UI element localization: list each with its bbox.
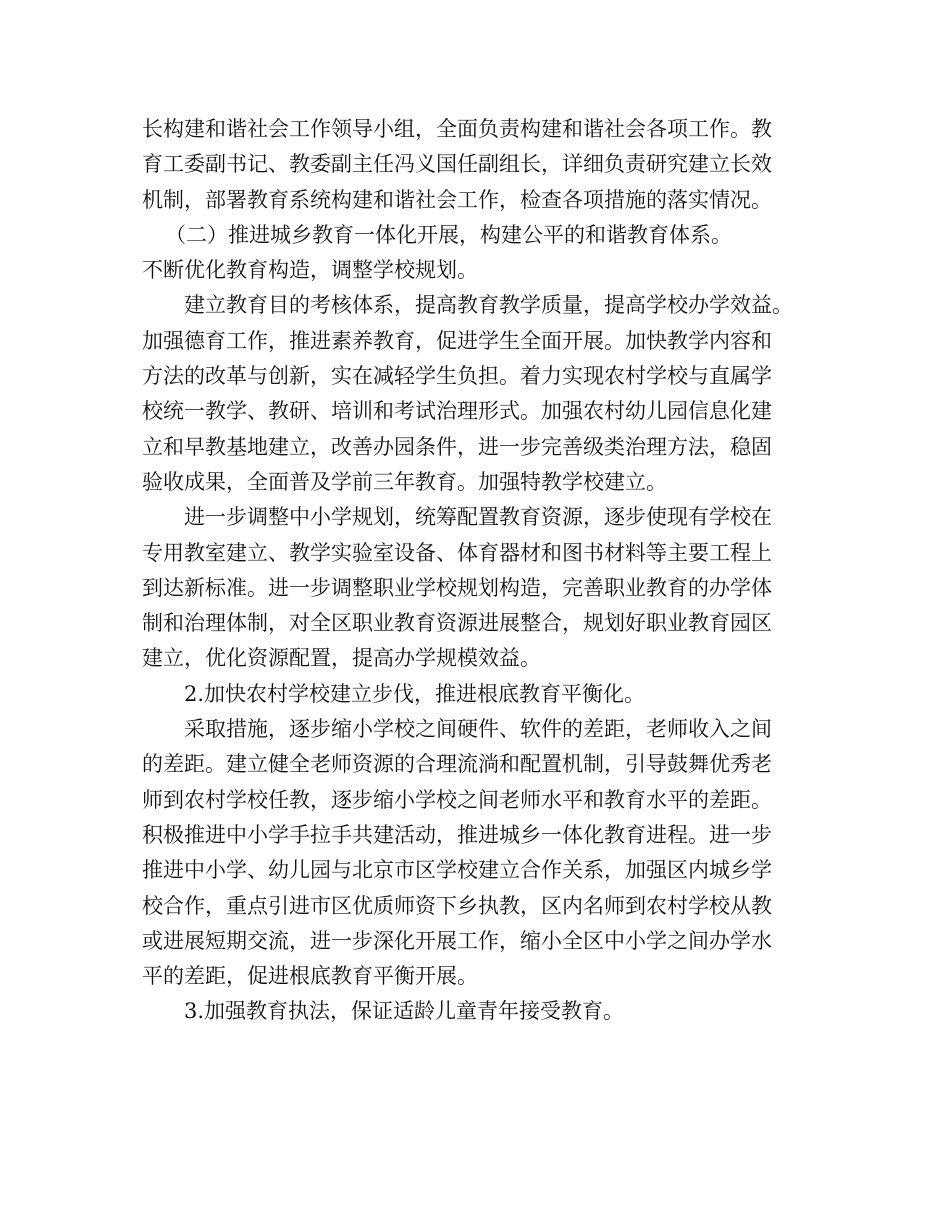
document-body xyxy=(142,112,832,1030)
text-line: 积极推进中小学手拉手共建活动，推进城乡一体化教育进程。进一步 xyxy=(142,822,772,847)
text-line: 校合作，重点引进市区优质师资下乡执教，区内名师到农村学校从教 xyxy=(142,893,772,918)
text-line: 方法的改革与创新，实在减轻学生负担。着力实现农村学校与直属学 xyxy=(142,364,772,389)
text-line: 加强德育工作，推进素养教育，促进学生全面开展。加快教学内容和 xyxy=(142,328,772,353)
text-line: 校统一教学、教研、培训和考试治理形式。加强农村幼儿园信息化建 xyxy=(142,399,772,424)
text-line: 建立，优化资源配置，提高办学规模效益。 xyxy=(142,646,541,671)
text-line: 的差距。建立健全老师资源的合理流淌和配置机制，引导鼓舞优秀老 xyxy=(142,752,772,777)
text-line: 育工委副书记、教委副主任冯义国任副组长，详细负责研究建立长效 xyxy=(142,152,772,177)
text-line: 立和早教基地建立，改善办园条件，进一步完善级类治理方法，稳固 xyxy=(142,434,772,459)
text-line: 验收成果，全面普及学前三年教育。加强特教学校建立。 xyxy=(142,469,667,494)
text-line: （二）推进城乡教育一体化开展，构建公平的和谐教育体系。 xyxy=(165,222,732,247)
text-line: 采取措施，逐步缩小学校之间硬件、软件的差距，老师收入之间 xyxy=(184,717,772,742)
text-line: 不断优化教育构造，调整学校规划。 xyxy=(142,258,478,283)
text-line: 推进中小学、幼儿园与北京市区学校建立合作关系，加强区内城乡学 xyxy=(142,858,772,883)
text-line: 进一步调整中小学规划，统筹配置教育资源，逐步使现有学校在 xyxy=(184,505,772,530)
text-line: 2.加快农村学校建立步伐，推进根底教育平衡化。 xyxy=(184,681,646,706)
text-line: 机制，部署教育系统构建和谐社会工作，检查各项措施的落实情况。 xyxy=(142,187,772,212)
text-line: 到达新标准。进一步调整职业学校规划构造，完善职业教育的办学体 xyxy=(142,575,772,600)
text-line: 师到农村学校任教，逐步缩小学校之间老师水平和教育水平的差距。 xyxy=(142,787,772,812)
text-line: 长构建和谐社会工作领导小组，全面负责构建和谐社会各项工作。教 xyxy=(142,117,772,141)
text-line: 制和治理体制，对全区职业教育资源进展整合，规划好职业教育园区 xyxy=(142,611,772,636)
text-line: 专用教室建立、教学实验室设备、体育器材和图书材料等主要工程上 xyxy=(142,540,772,565)
text-line: 或进展短期交流，进一步深化开展工作，缩小全区中小学之间办学水 xyxy=(142,928,772,953)
text-line: 3.加强教育执法，保证适龄儿童青年接受教育。 xyxy=(184,999,625,1024)
text-line: 平的差距，促进根底教育平衡开展。 xyxy=(142,964,478,989)
text-line: 建立教育目的考核体系，提高教育教学质量，提高学校办学效益。 xyxy=(184,293,793,318)
